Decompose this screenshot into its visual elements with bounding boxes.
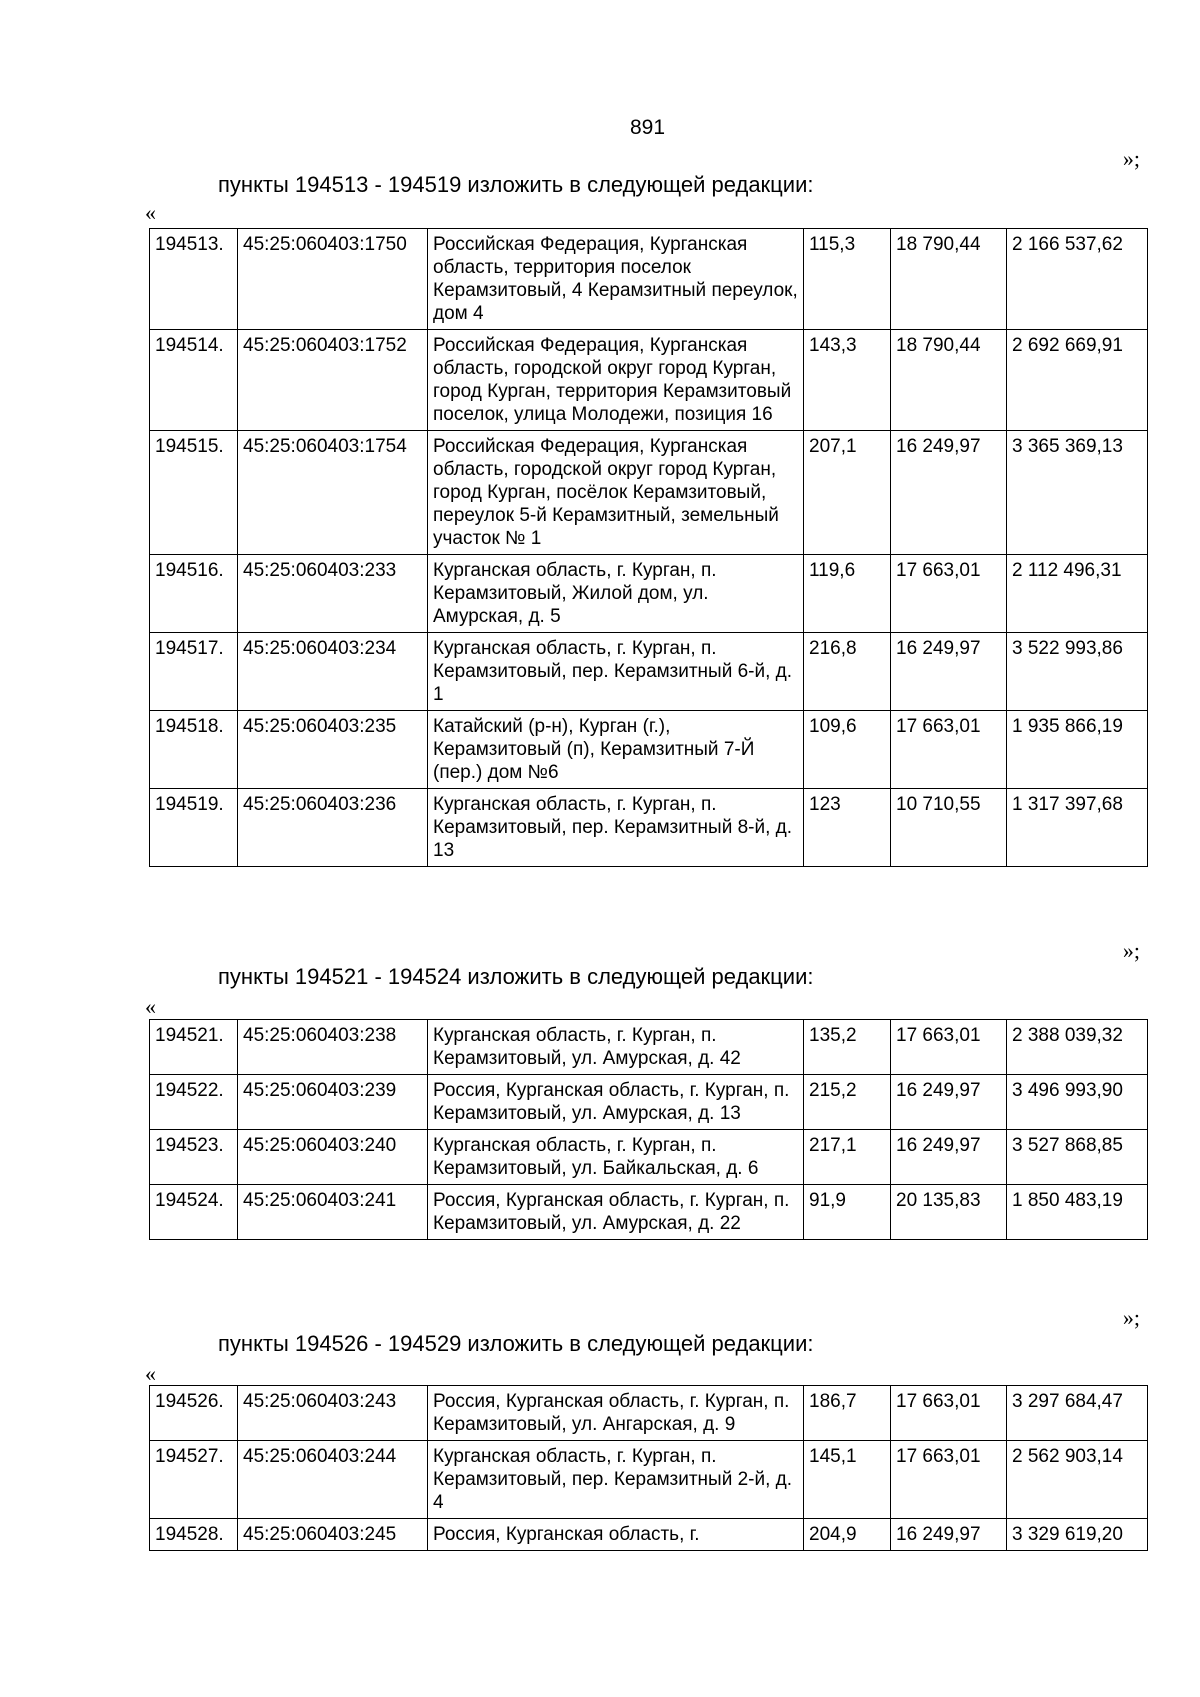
item-number-cell: 194526. <box>150 1386 238 1441</box>
table-row <box>150 1020 1148 1075</box>
specific-value-cell: 16 249,97 <box>891 633 1007 711</box>
table-row <box>150 789 1148 867</box>
cadastral-number-cell: 45:25:060403:241 <box>238 1185 428 1240</box>
cadastral-value-cell: 3 365 369,13 <box>1007 431 1148 555</box>
cadastral-number-cell: 45:25:060403:1752 <box>238 330 428 431</box>
cadastral-number-cell: 45:25:060403:238 <box>238 1020 428 1075</box>
cadastral-value-cell: 1 935 866,19 <box>1007 711 1148 789</box>
cadastral-number-cell: 45:25:060403:243 <box>238 1386 428 1441</box>
specific-value-cell: 16 249,97 <box>891 1519 1007 1551</box>
data-table <box>149 1019 1148 1240</box>
address-cell: Российская Федерация, Курганская область, городской округ город Курган, город Курган, посёлок Керамзитовый, переулок 5-й Керамзитный, земельный участок № 1 <box>428 431 804 555</box>
address-cell: Курганская область, г. Курган, п. Керамзитовый, пер. Керамзитный 8-й, д. 13 <box>428 789 804 867</box>
area-cell: 215,2 <box>804 1075 891 1130</box>
table-row <box>150 711 1148 789</box>
specific-value-cell: 17 663,01 <box>891 555 1007 633</box>
open-quote: « <box>145 200 156 225</box>
cadastral-number-cell: 45:25:060403:236 <box>238 789 428 867</box>
specific-value-cell: 16 249,97 <box>891 1075 1007 1130</box>
area-cell: 207,1 <box>804 431 891 555</box>
data-table <box>149 228 1148 867</box>
specific-value-cell: 18 790,44 <box>891 229 1007 330</box>
specific-value-cell: 10 710,55 <box>891 789 1007 867</box>
table-row <box>150 1441 1148 1519</box>
address-cell: Курганская область, г. Курган, п. Керамзитовый, пер. Керамзитный 6-й, д. 1 <box>428 633 804 711</box>
area-cell: 143,3 <box>804 330 891 431</box>
table-row <box>150 1130 1148 1185</box>
table-row <box>150 330 1148 431</box>
address-cell: Катайский (р-н), Курган (г.), Керамзитовый (п), Керамзитный 7-Й (пер.) дом №6 <box>428 711 804 789</box>
cadastral-value-cell: 2 112 496,31 <box>1007 555 1148 633</box>
cadastral-value-cell: 3 522 993,86 <box>1007 633 1148 711</box>
section-heading: пункты 194513 - 194519 изложить в следующей редакции: <box>218 172 814 197</box>
table-row <box>150 1075 1148 1130</box>
section-heading: пункты 194526 - 194529 изложить в следующей редакции: <box>218 1331 814 1356</box>
area-cell: 217,1 <box>804 1130 891 1185</box>
cadastral-value-cell: 3 297 684,47 <box>1007 1386 1148 1441</box>
cadastral-number-cell: 45:25:060403:245 <box>238 1519 428 1551</box>
section-heading: пункты 194521 - 194524 изложить в следующей редакции: <box>218 964 814 989</box>
data-table <box>149 1385 1148 1551</box>
table-row <box>150 633 1148 711</box>
specific-value-cell: 16 249,97 <box>891 431 1007 555</box>
address-cell: Российская Федерация, Курганская область, городской округ город Курган, город Курган, территория Керамзитовый поселок, улица Молодежи, позиция 16 <box>428 330 804 431</box>
cadastral-value-cell: 2 388 039,32 <box>1007 1020 1148 1075</box>
cadastral-value-cell: 1 317 397,68 <box>1007 789 1148 867</box>
specific-value-cell: 17 663,01 <box>891 1441 1007 1519</box>
address-cell: Россия, Курганская область, г. <box>428 1519 804 1551</box>
address-cell: Курганская область, г. Курган, п. Керамзитовый, ул. Байкальская, д. 6 <box>428 1130 804 1185</box>
item-number-cell: 194513. <box>150 229 238 330</box>
item-number-cell: 194515. <box>150 431 238 555</box>
item-number-cell: 194528. <box>150 1519 238 1551</box>
area-cell: 216,8 <box>804 633 891 711</box>
specific-value-cell: 16 249,97 <box>891 1130 1007 1185</box>
cadastral-value-cell: 3 496 993,90 <box>1007 1075 1148 1130</box>
item-number-cell: 194517. <box>150 633 238 711</box>
address-cell: Курганская область, г. Курган, п. Керамзитовый, ул. Амурская, д. 42 <box>428 1020 804 1075</box>
close-quote: »; <box>1122 938 1140 963</box>
item-number-cell: 194527. <box>150 1441 238 1519</box>
cadastral-number-cell: 45:25:060403:234 <box>238 633 428 711</box>
cadastral-value-cell: 1 850 483,19 <box>1007 1185 1148 1240</box>
open-quote: « <box>145 994 156 1019</box>
address-cell: Курганская область, г. Курган, п. Керамзитовый, пер. Керамзитный 2-й, д. 4 <box>428 1441 804 1519</box>
cadastral-value-cell: 2 562 903,14 <box>1007 1441 1148 1519</box>
cadastral-value-cell: 2 692 669,91 <box>1007 330 1148 431</box>
page-number: 891 <box>629 116 666 139</box>
address-cell: Российская Федерация, Курганская область, территория поселок Керамзитовый, 4 Керамзитный переулок, дом 4 <box>428 229 804 330</box>
cadastral-number-cell: 45:25:060403:239 <box>238 1075 428 1130</box>
specific-value-cell: 17 663,01 <box>891 1020 1007 1075</box>
cadastral-value-cell: 3 527 868,85 <box>1007 1130 1148 1185</box>
table-row <box>150 555 1148 633</box>
specific-value-cell: 18 790,44 <box>891 330 1007 431</box>
area-cell: 91,9 <box>804 1185 891 1240</box>
close-quote: »; <box>1122 1305 1140 1330</box>
item-number-cell: 194523. <box>150 1130 238 1185</box>
specific-value-cell: 17 663,01 <box>891 1386 1007 1441</box>
table-row <box>150 1185 1148 1240</box>
item-number-cell: 194514. <box>150 330 238 431</box>
address-cell: Россия, Курганская область, г. Курган, п. Керамзитовый, ул. Ангарская, д. 9 <box>428 1386 804 1441</box>
address-cell: Россия, Курганская область, г. Курган, п. Керамзитовый, ул. Амурская, д. 22 <box>428 1185 804 1240</box>
item-number-cell: 194524. <box>150 1185 238 1240</box>
cadastral-number-cell: 45:25:060403:244 <box>238 1441 428 1519</box>
area-cell: 115,3 <box>804 229 891 330</box>
area-cell: 119,6 <box>804 555 891 633</box>
cadastral-value-cell: 3 329 619,20 <box>1007 1519 1148 1551</box>
area-cell: 204,9 <box>804 1519 891 1551</box>
area-cell: 123 <box>804 789 891 867</box>
table-row <box>150 1386 1148 1441</box>
table-row <box>150 1519 1148 1551</box>
cadastral-number-cell: 45:25:060403:1754 <box>238 431 428 555</box>
address-cell: Россия, Курганская область, г. Курган, п. Керамзитовый, ул. Амурская, д. 13 <box>428 1075 804 1130</box>
table-row <box>150 229 1148 330</box>
cadastral-number-cell: 45:25:060403:235 <box>238 711 428 789</box>
item-number-cell: 194522. <box>150 1075 238 1130</box>
item-number-cell: 194516. <box>150 555 238 633</box>
item-number-cell: 194519. <box>150 789 238 867</box>
close-quote: »; <box>1122 146 1140 171</box>
cadastral-number-cell: 45:25:060403:233 <box>238 555 428 633</box>
item-number-cell: 194518. <box>150 711 238 789</box>
cadastral-number-cell: 45:25:060403:240 <box>238 1130 428 1185</box>
cadastral-number-cell: 45:25:060403:1750 <box>238 229 428 330</box>
open-quote: « <box>145 1361 156 1386</box>
area-cell: 109,6 <box>804 711 891 789</box>
table-row <box>150 431 1148 555</box>
address-cell: Курганская область, г. Курган, п. Керамзитовый, Жилой дом, ул. Амурская, д. 5 <box>428 555 804 633</box>
specific-value-cell: 17 663,01 <box>891 711 1007 789</box>
area-cell: 145,1 <box>804 1441 891 1519</box>
area-cell: 135,2 <box>804 1020 891 1075</box>
item-number-cell: 194521. <box>150 1020 238 1075</box>
specific-value-cell: 20 135,83 <box>891 1185 1007 1240</box>
area-cell: 186,7 <box>804 1386 891 1441</box>
cadastral-value-cell: 2 166 537,62 <box>1007 229 1148 330</box>
